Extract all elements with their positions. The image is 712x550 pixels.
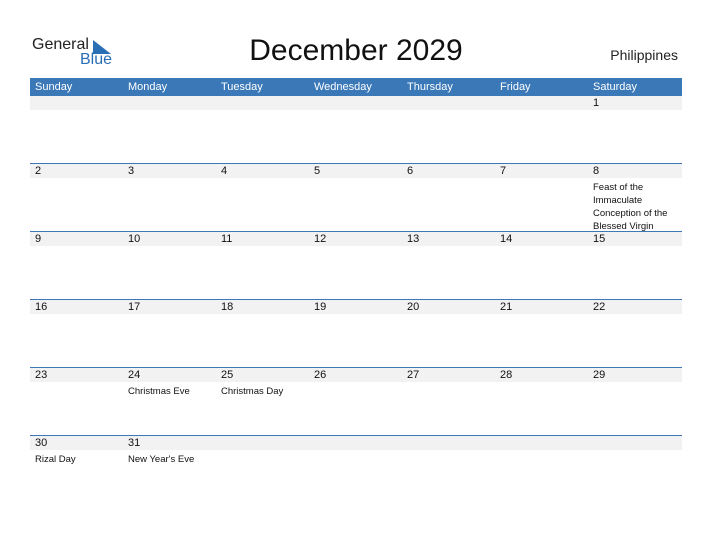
day-cell xyxy=(402,368,495,435)
day-cell xyxy=(309,300,402,367)
day-number: 12 xyxy=(314,233,327,245)
day-cell xyxy=(123,368,216,435)
holiday-label: New Year's Eve xyxy=(128,454,195,465)
day-cell xyxy=(123,96,216,163)
day-cell xyxy=(309,96,402,163)
day-cell xyxy=(309,436,402,503)
weekday-friday: Friday xyxy=(500,81,531,93)
day-cell xyxy=(588,368,681,435)
day-cell xyxy=(588,436,681,503)
day-number: 11 xyxy=(221,233,233,245)
weekday-monday: Monday xyxy=(128,81,168,93)
day-cell xyxy=(402,164,495,231)
weekday-thursday: Thursday xyxy=(407,81,453,93)
day-number: 18 xyxy=(221,301,234,313)
day-cell xyxy=(402,436,495,503)
day-number: 1 xyxy=(593,97,600,109)
day-number: 20 xyxy=(407,301,420,313)
day-number: 8 xyxy=(593,165,600,177)
day-cell xyxy=(495,232,588,299)
weeks-container xyxy=(30,96,682,503)
holiday-label: Christmas Day xyxy=(221,386,284,397)
week-cells xyxy=(30,232,682,299)
weekday-wednesday: Wednesday xyxy=(314,81,372,93)
day-cell xyxy=(495,436,588,503)
day-cell xyxy=(30,164,123,231)
day-cell xyxy=(216,436,309,503)
weekday-saturday: Saturday xyxy=(593,81,638,93)
day-number: 2 xyxy=(35,165,42,177)
day-cell xyxy=(588,96,681,163)
day-cell xyxy=(402,232,495,299)
day-number: 5 xyxy=(314,165,321,177)
day-cell xyxy=(309,368,402,435)
day-number: 9 xyxy=(35,233,42,245)
day-cell xyxy=(495,368,588,435)
day-number: 23 xyxy=(35,369,48,381)
day-number: 29 xyxy=(593,369,606,381)
day-cell xyxy=(123,300,216,367)
day-cell xyxy=(309,232,402,299)
weekday-tuesday: Tuesday xyxy=(221,81,263,93)
day-number: 21 xyxy=(500,301,513,313)
day-cell xyxy=(402,300,495,367)
day-cell xyxy=(123,436,216,503)
day-cell xyxy=(495,96,588,163)
day-number: 13 xyxy=(407,233,420,245)
week-row xyxy=(30,163,682,231)
day-cell xyxy=(30,436,123,503)
day-number: 19 xyxy=(314,301,327,313)
day-number: 26 xyxy=(314,369,327,381)
day-cell xyxy=(216,300,309,367)
week-row xyxy=(30,299,682,367)
day-number: 4 xyxy=(221,165,228,177)
calendar-grid xyxy=(30,78,682,503)
day-cell xyxy=(216,164,309,231)
week-cells xyxy=(30,436,682,503)
holiday-label: Christmas Eve xyxy=(128,386,190,397)
day-number: 17 xyxy=(128,301,141,313)
day-cell xyxy=(588,300,681,367)
day-number: 30 xyxy=(35,437,48,449)
country-label: Philippines xyxy=(610,47,678,63)
day-number: 15 xyxy=(593,233,606,245)
day-number: 6 xyxy=(407,165,414,177)
day-cell xyxy=(216,96,309,163)
day-cell xyxy=(495,164,588,231)
day-cell xyxy=(30,368,123,435)
week-row xyxy=(30,367,682,435)
day-number: 22 xyxy=(593,301,606,313)
day-cell xyxy=(123,164,216,231)
month-title: December 2029 xyxy=(249,34,463,67)
day-cell xyxy=(588,232,681,299)
day-number: 28 xyxy=(500,369,513,381)
week-cells xyxy=(30,368,682,435)
day-cell xyxy=(216,368,309,435)
week-cells xyxy=(30,300,682,367)
week-row xyxy=(30,231,682,299)
day-number: 10 xyxy=(128,233,141,245)
day-cell xyxy=(309,164,402,231)
holiday-label: Feast of the Immaculate Conception of the Blessed Virgin xyxy=(593,182,668,232)
day-number: 16 xyxy=(35,301,48,313)
week-row xyxy=(30,96,682,163)
day-number: 14 xyxy=(500,233,513,245)
brand-word-general: General xyxy=(32,36,89,53)
day-number: 3 xyxy=(128,165,135,177)
day-number: 7 xyxy=(500,165,507,177)
day-cell xyxy=(30,232,123,299)
week-cells xyxy=(30,96,682,163)
day-cell xyxy=(216,232,309,299)
day-number: 24 xyxy=(128,369,141,381)
week-row xyxy=(30,435,682,503)
weekday-sunday: Sunday xyxy=(35,81,73,93)
day-number: 31 xyxy=(128,437,141,449)
day-number: 25 xyxy=(221,369,234,381)
day-cell xyxy=(495,300,588,367)
day-cell xyxy=(30,300,123,367)
holiday-label: Rizal Day xyxy=(35,454,76,465)
day-cell xyxy=(402,96,495,163)
day-cell xyxy=(123,232,216,299)
day-cell xyxy=(588,164,681,231)
weekday-header-row xyxy=(30,78,682,96)
day-cell xyxy=(30,96,123,163)
week-cells xyxy=(30,164,682,231)
day-number: 27 xyxy=(407,369,420,381)
brand-word-blue: Blue xyxy=(80,51,113,68)
